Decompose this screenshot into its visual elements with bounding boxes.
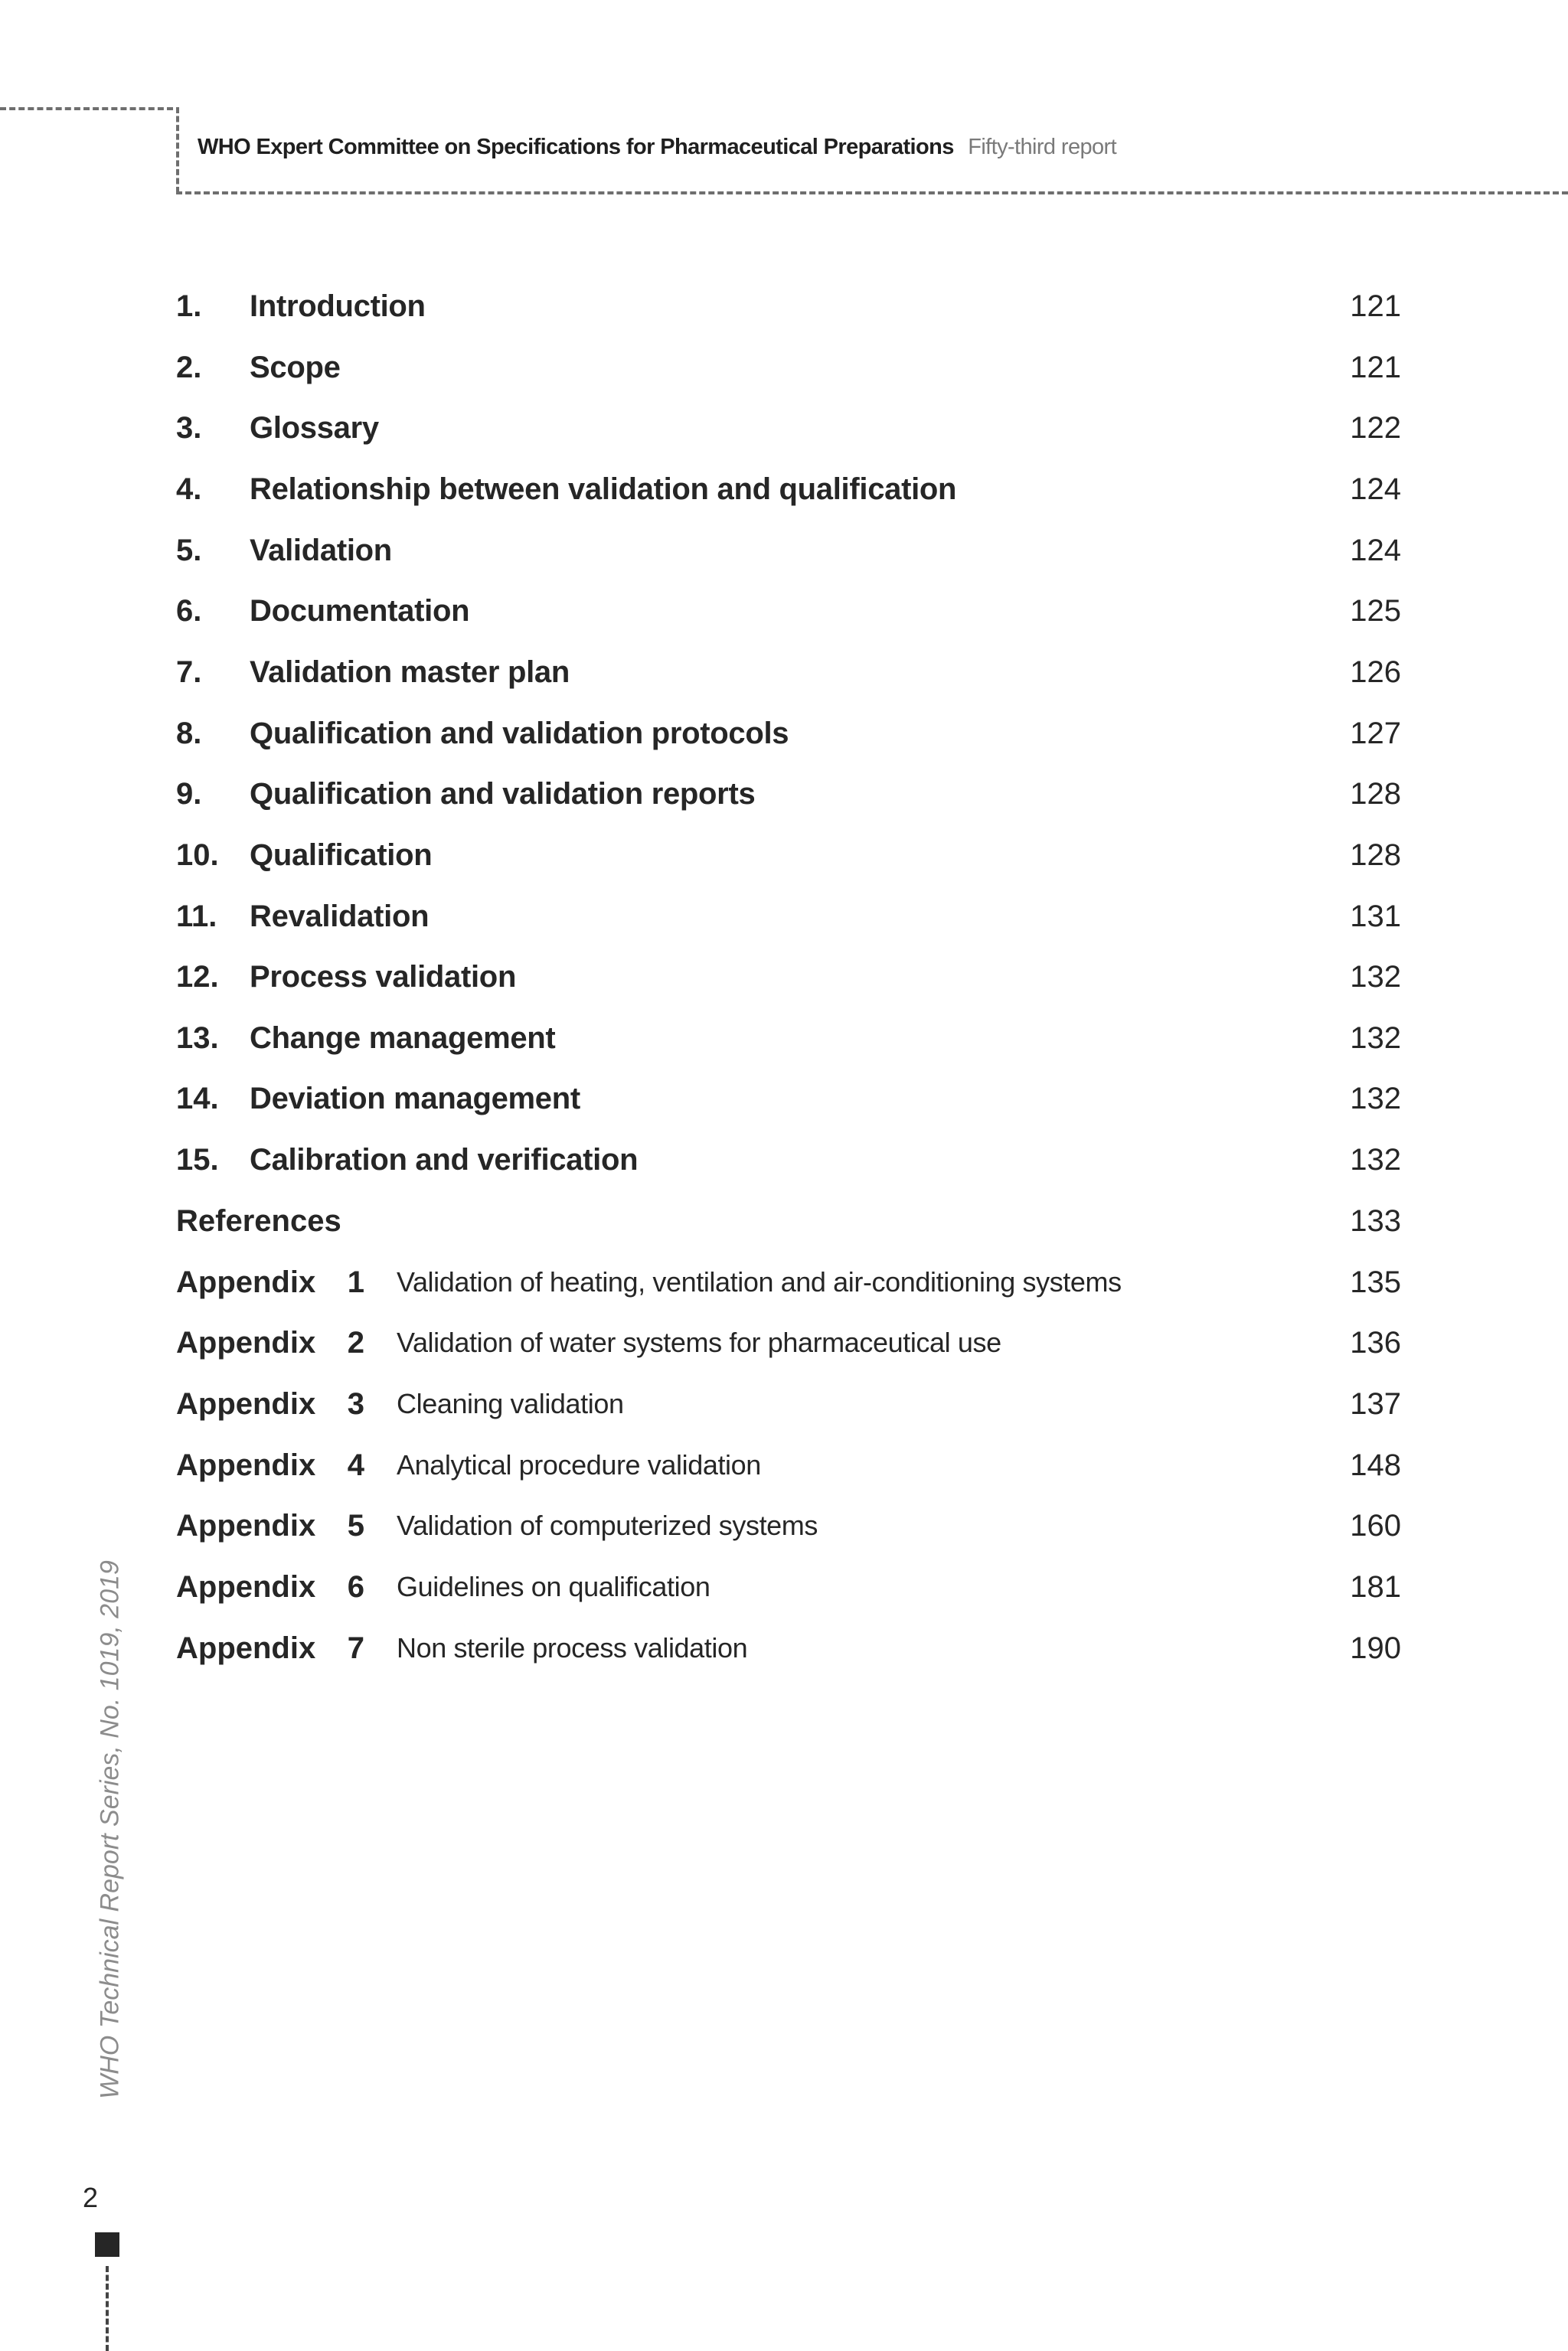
toc-entry-title: Validation master plan: [250, 655, 570, 689]
toc-entry-relationship[interactable]: [176, 467, 1401, 511]
appendix-number: 3: [347, 1387, 364, 1421]
toc-entry-title: Qualification: [250, 838, 433, 872]
toc-entry-number: 7.: [176, 655, 202, 689]
toc-entry-title: Relationship between validation and qualification: [250, 472, 957, 506]
toc-entry-number: 12.: [176, 960, 219, 994]
toc-entry-introduction[interactable]: [176, 284, 1401, 328]
toc-entry-number: 11.: [176, 900, 217, 933]
toc-entry-calibration[interactable]: [176, 1138, 1401, 1182]
toc-entry-number: 15.: [176, 1143, 219, 1177]
toc-entry-page: 126: [1350, 655, 1401, 689]
appendix-number: 5: [347, 1509, 364, 1543]
appendix-label: Appendix: [176, 1509, 316, 1543]
toc-entry-deviation-management[interactable]: [176, 1076, 1401, 1121]
series-label: WHO Technical Report Series, No. 1019, 2019: [95, 1560, 125, 2099]
toc-entry-page: 132: [1350, 1143, 1401, 1177]
toc-entry-title: Calibration and verification: [250, 1143, 639, 1177]
toc-entry-number: 14.: [176, 1082, 219, 1115]
toc-entry-protocols[interactable]: [176, 711, 1401, 756]
toc-appendix-6[interactable]: [176, 1565, 1401, 1609]
toc-entry-page: 124: [1350, 472, 1401, 506]
toc-entry-title: Glossary: [250, 411, 379, 445]
toc-entry-title: Change management: [250, 1021, 556, 1055]
toc-entry-page: 131: [1350, 900, 1401, 933]
toc-entry-number: 1.: [176, 289, 202, 323]
toc-entry-title: Documentation: [250, 594, 470, 628]
toc-entry-page: 148: [1350, 1448, 1401, 1482]
appendix-title: Validation of heating, ventilation and air-conditioning systems: [397, 1266, 1122, 1298]
appendix-title: Cleaning validation: [397, 1388, 624, 1419]
toc-entry-page: 135: [1350, 1265, 1401, 1299]
toc-appendix-5[interactable]: [176, 1504, 1401, 1548]
toc-entry-title: Qualification and validation reports: [250, 777, 756, 811]
toc-entry-revalidation[interactable]: [176, 894, 1401, 939]
appendix-number: 2: [347, 1326, 364, 1360]
toc-appendix-3[interactable]: [176, 1382, 1401, 1426]
toc-entry-page: 125: [1350, 594, 1401, 628]
toc-entry-qualification[interactable]: [176, 833, 1401, 877]
toc-entry-page: 160: [1350, 1509, 1401, 1543]
running-header-subtitle: Fifty-third report: [968, 135, 1117, 159]
toc-entry-number: 2.: [176, 351, 202, 384]
toc-entry-number: 10.: [176, 838, 219, 872]
toc-entry-process-validation[interactable]: [176, 955, 1401, 999]
toc-entry-title: Process validation: [250, 960, 517, 994]
toc-entry-title: Revalidation: [250, 900, 430, 933]
appendix-number: 4: [347, 1448, 364, 1482]
toc-entry-number: 5.: [176, 534, 202, 567]
appendix-label: Appendix: [176, 1631, 316, 1665]
toc-entry-title: Scope: [250, 351, 341, 384]
toc-entry-page: 127: [1350, 717, 1401, 750]
toc-entry-page: 121: [1350, 351, 1401, 384]
toc-entry-number: 9.: [176, 777, 202, 811]
toc-entry-page: 128: [1350, 838, 1401, 872]
footer-dashed-line: [106, 2266, 109, 2351]
toc-entry-page: 133: [1350, 1204, 1401, 1238]
toc-entry-title: Introduction: [250, 289, 426, 323]
toc-entry-page: 124: [1350, 534, 1401, 567]
toc-entry-page: 128: [1350, 777, 1401, 811]
toc-entry-title: References: [176, 1204, 341, 1238]
appendix-number: 1: [347, 1265, 364, 1299]
toc-entry-title: Qualification and validation protocols: [250, 717, 789, 750]
toc-entry-page: 136: [1350, 1326, 1401, 1360]
toc-entry-references[interactable]: [176, 1199, 1401, 1243]
toc-entry-number: 3.: [176, 411, 202, 445]
toc-entry-number: 4.: [176, 472, 202, 506]
appendix-title: Validation of computerized systems: [397, 1510, 818, 1541]
toc-entry-title: Deviation management: [250, 1082, 580, 1115]
footer-square-marker: [95, 2232, 119, 2257]
appendix-title: Non sterile process validation: [397, 1632, 748, 1664]
page-number: 2: [83, 2182, 99, 2213]
toc-entry-number: 13.: [176, 1021, 219, 1055]
toc-entry-page: 181: [1350, 1570, 1401, 1604]
appendix-number: 6: [347, 1570, 364, 1604]
toc-entry-validation[interactable]: [176, 528, 1401, 573]
toc-entry-page: 132: [1350, 1021, 1401, 1055]
appendix-label: Appendix: [176, 1326, 316, 1360]
toc-entry-documentation[interactable]: [176, 589, 1401, 633]
toc-entry-page: 132: [1350, 1082, 1401, 1115]
toc-entry-page: 122: [1350, 411, 1401, 445]
appendix-title: Guidelines on qualification: [397, 1571, 710, 1602]
appendix-label: Appendix: [176, 1448, 316, 1482]
toc-entry-page: 121: [1350, 289, 1401, 323]
toc-appendix-4[interactable]: [176, 1443, 1401, 1487]
toc-appendix-1[interactable]: [176, 1260, 1401, 1304]
toc-entry-page: 190: [1350, 1631, 1401, 1665]
toc-entry-validation-master-plan[interactable]: [176, 650, 1401, 694]
appendix-label: Appendix: [176, 1570, 316, 1604]
running-header-title: WHO Expert Committee on Specifications for Pharmaceutical Preparations: [198, 135, 954, 159]
toc-entry-number: 8.: [176, 717, 202, 750]
appendix-title: Analytical procedure validation: [397, 1449, 761, 1481]
toc-entry-glossary[interactable]: [176, 406, 1401, 450]
toc-entry-page: 137: [1350, 1387, 1401, 1421]
appendix-label: Appendix: [176, 1265, 316, 1299]
toc-entry-title: Validation: [250, 534, 392, 567]
appendix-number: 7: [347, 1631, 364, 1665]
toc-entry-number: 6.: [176, 594, 202, 628]
toc-entry-scope[interactable]: [176, 345, 1401, 390]
toc-appendix-2[interactable]: [176, 1321, 1401, 1365]
appendix-label: Appendix: [176, 1387, 316, 1421]
appendix-title: Validation of water systems for pharmaceutical use: [397, 1327, 1001, 1358]
toc-entry-page: 132: [1350, 960, 1401, 994]
toc-entry-change-management[interactable]: [176, 1016, 1401, 1060]
toc-entry-reports[interactable]: [176, 772, 1401, 816]
toc-appendix-7[interactable]: [176, 1626, 1401, 1670]
